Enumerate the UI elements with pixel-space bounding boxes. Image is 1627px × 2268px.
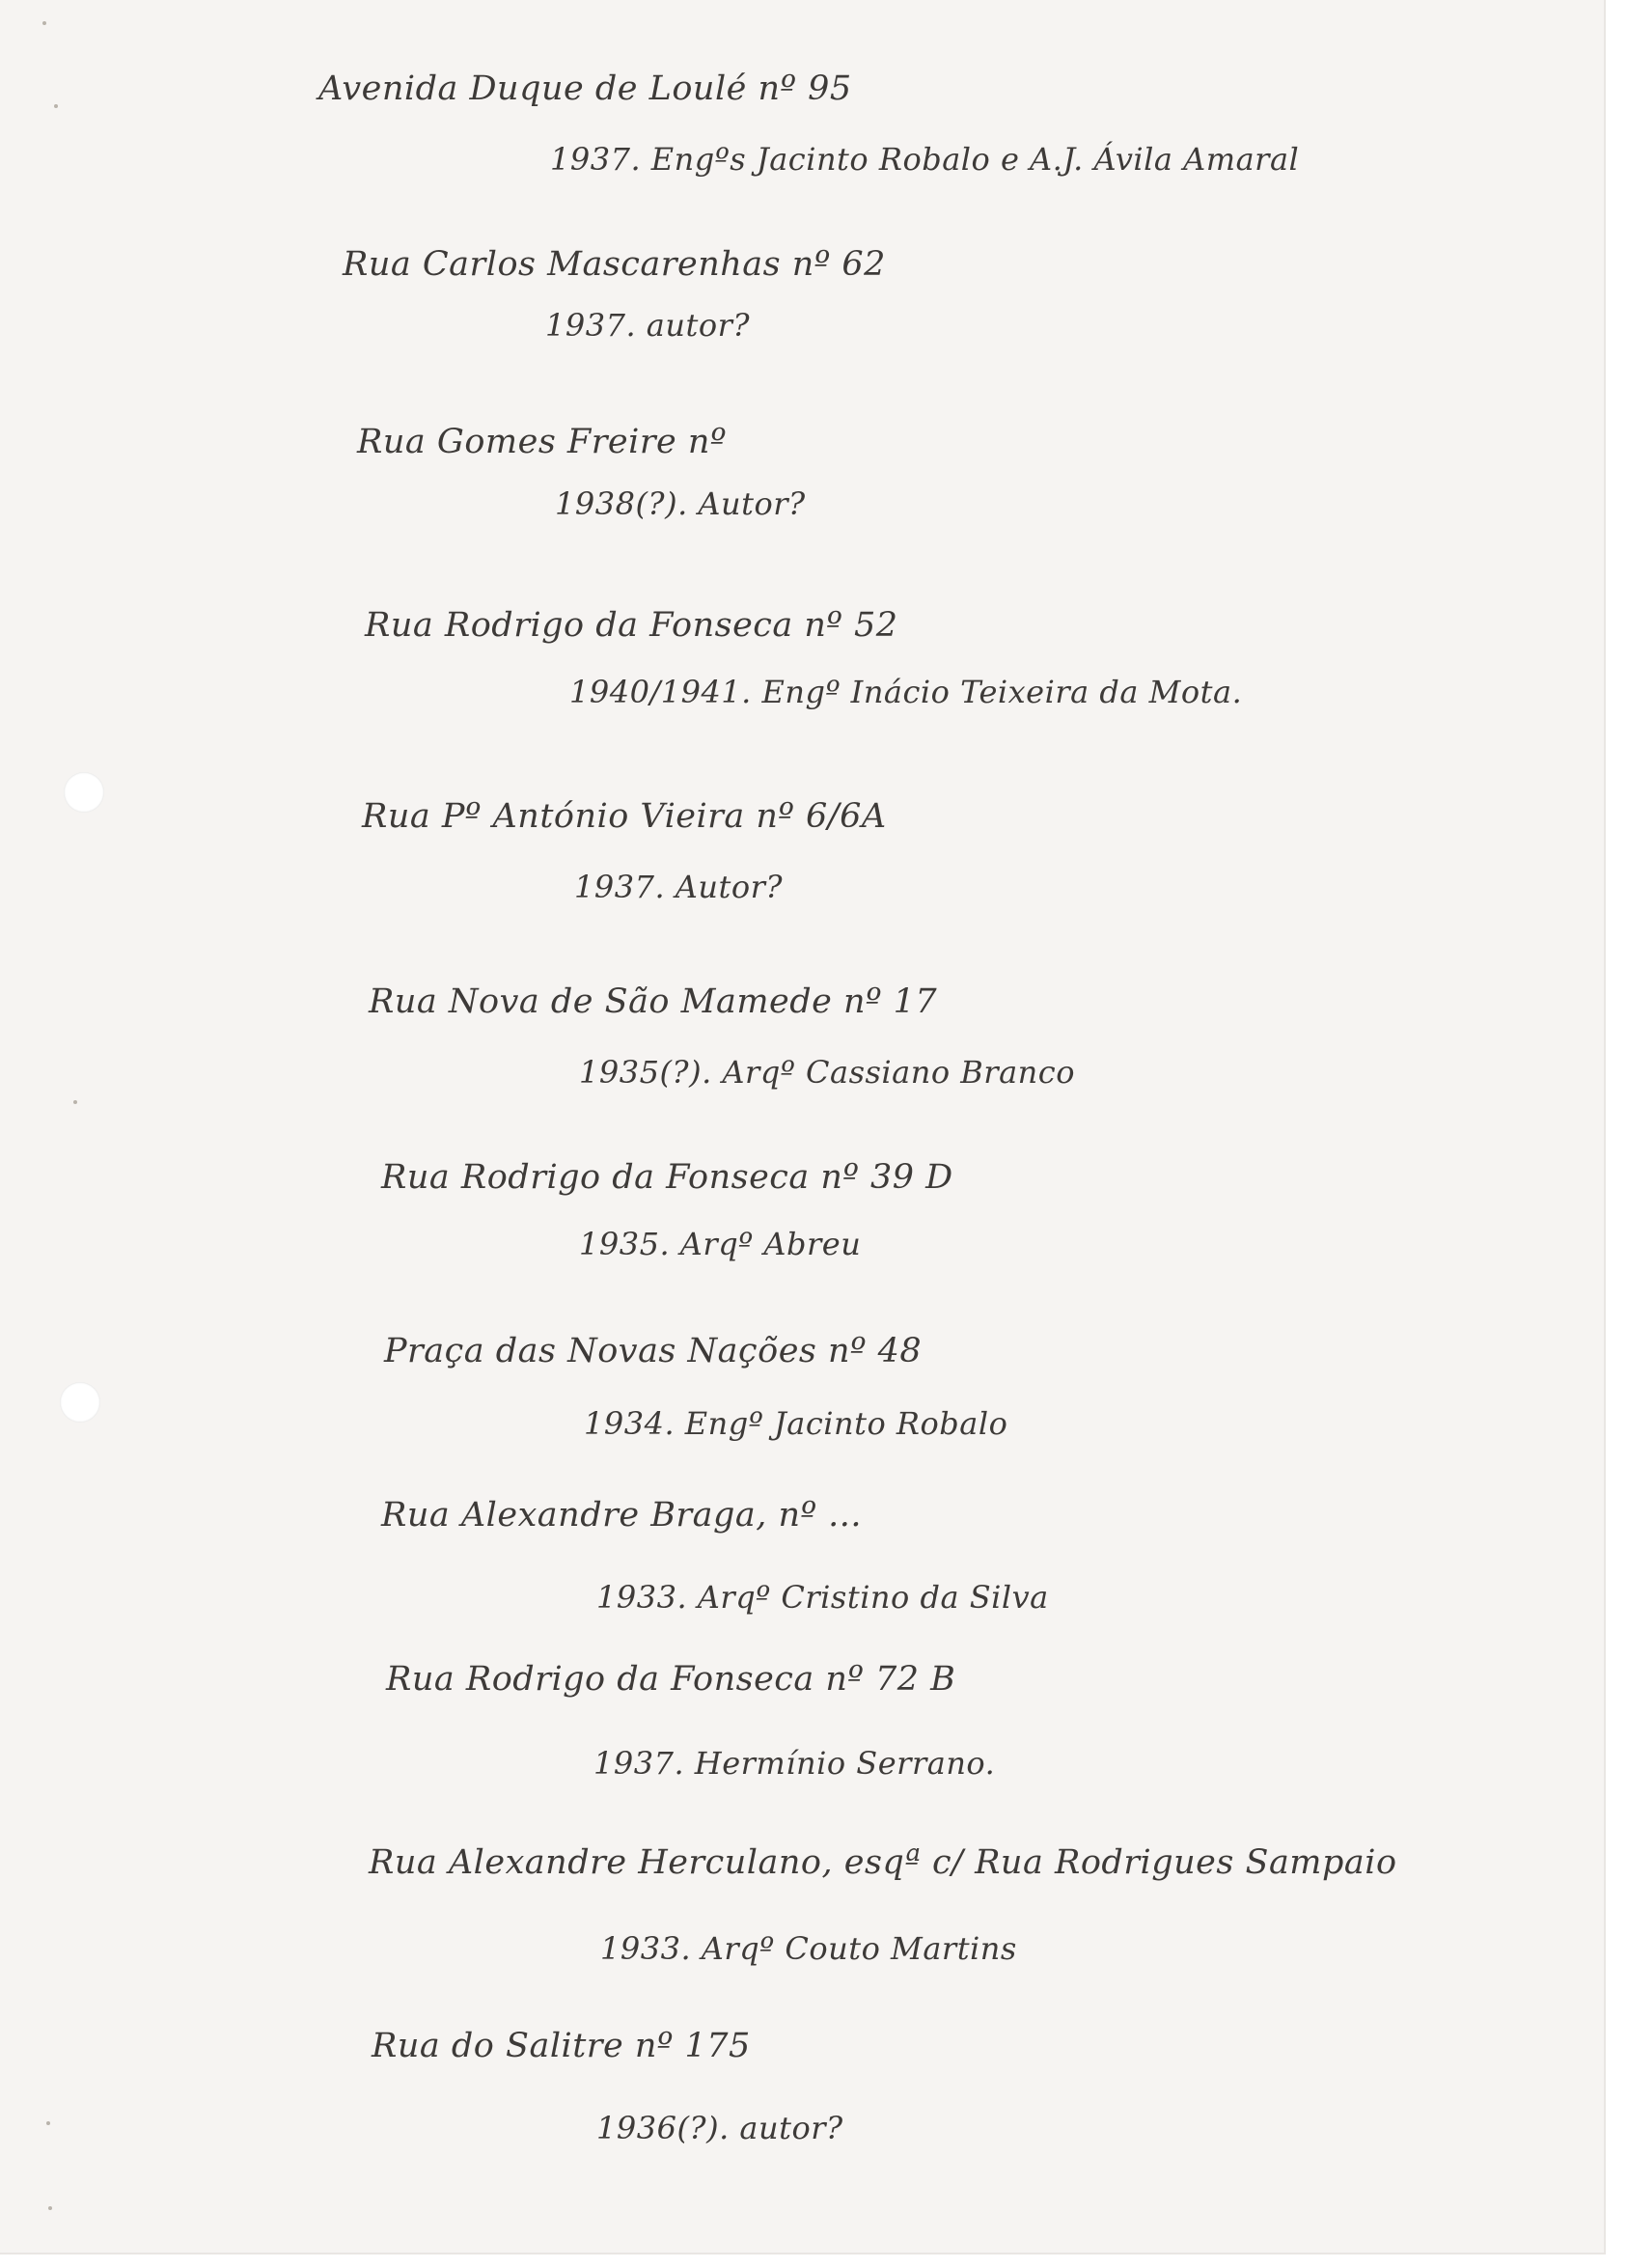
entry-detail: 1935(?). Arqº Cassiano Branco [579,1054,1075,1091]
entry-detail: 1938(?). Autor? [555,485,806,522]
paper-speck [42,21,46,25]
entry-address: Avenida Duque de Loulé nº 95 [318,69,852,108]
entry-address: Rua Alexandre Herculano, esqª c/ Rua Rodrigues Sampaio [369,1843,1397,1882]
entry-address: Rua Gomes Freire nº [357,423,727,461]
entry-detail: 1935. Arqº Abreu [579,1226,862,1262]
entry-detail: 1936(?). autor? [596,2110,843,2146]
paper-speck [48,2206,52,2210]
punch-hole [60,1382,100,1423]
entry-address: Praça das Novas Nações nº 48 [384,1332,923,1370]
entry-address: Rua Alexandre Braga, nº ... [381,1496,863,1535]
entry-address: Rua Nova de São Mamede nº 17 [369,982,938,1021]
paper-speck [54,104,58,108]
entry-address: Rua do Salitre nº 175 [372,2027,751,2065]
paper-speck [46,2121,50,2125]
entry-detail: 1940/1941. Engº Inácio Teixeira da Mota. [569,674,1243,710]
entry-detail: 1937. Hermínio Serrano. [593,1745,996,1782]
entry-detail: 1933. Arqº Cristino da Silva [596,1579,1049,1616]
paper-speck [73,1100,77,1104]
entry-detail: 1937. autor? [545,307,751,344]
punch-hole [64,772,104,813]
entry-address: Rua Rodrigo da Fonseca nº 52 [365,606,898,645]
entry-detail: 1937. Autor? [574,869,784,905]
entry-address: Rua Pº António Vieira nº 6/6A [362,797,887,836]
entry-detail: 1934. Engº Jacinto Robalo [584,1405,1008,1442]
entry-detail: 1933. Arqº Couto Martins [600,1930,1017,1967]
entry-address: Rua Rodrigo da Fonseca nº 39 D [381,1158,953,1197]
entry-detail: 1937. Engºs Jacinto Robalo e A.J. Ávila Amaral [550,141,1300,178]
entry-address: Rua Carlos Mascarenhas nº 62 [343,245,886,284]
entry-address: Rua Rodrigo da Fonseca nº 72 B [386,1660,956,1699]
